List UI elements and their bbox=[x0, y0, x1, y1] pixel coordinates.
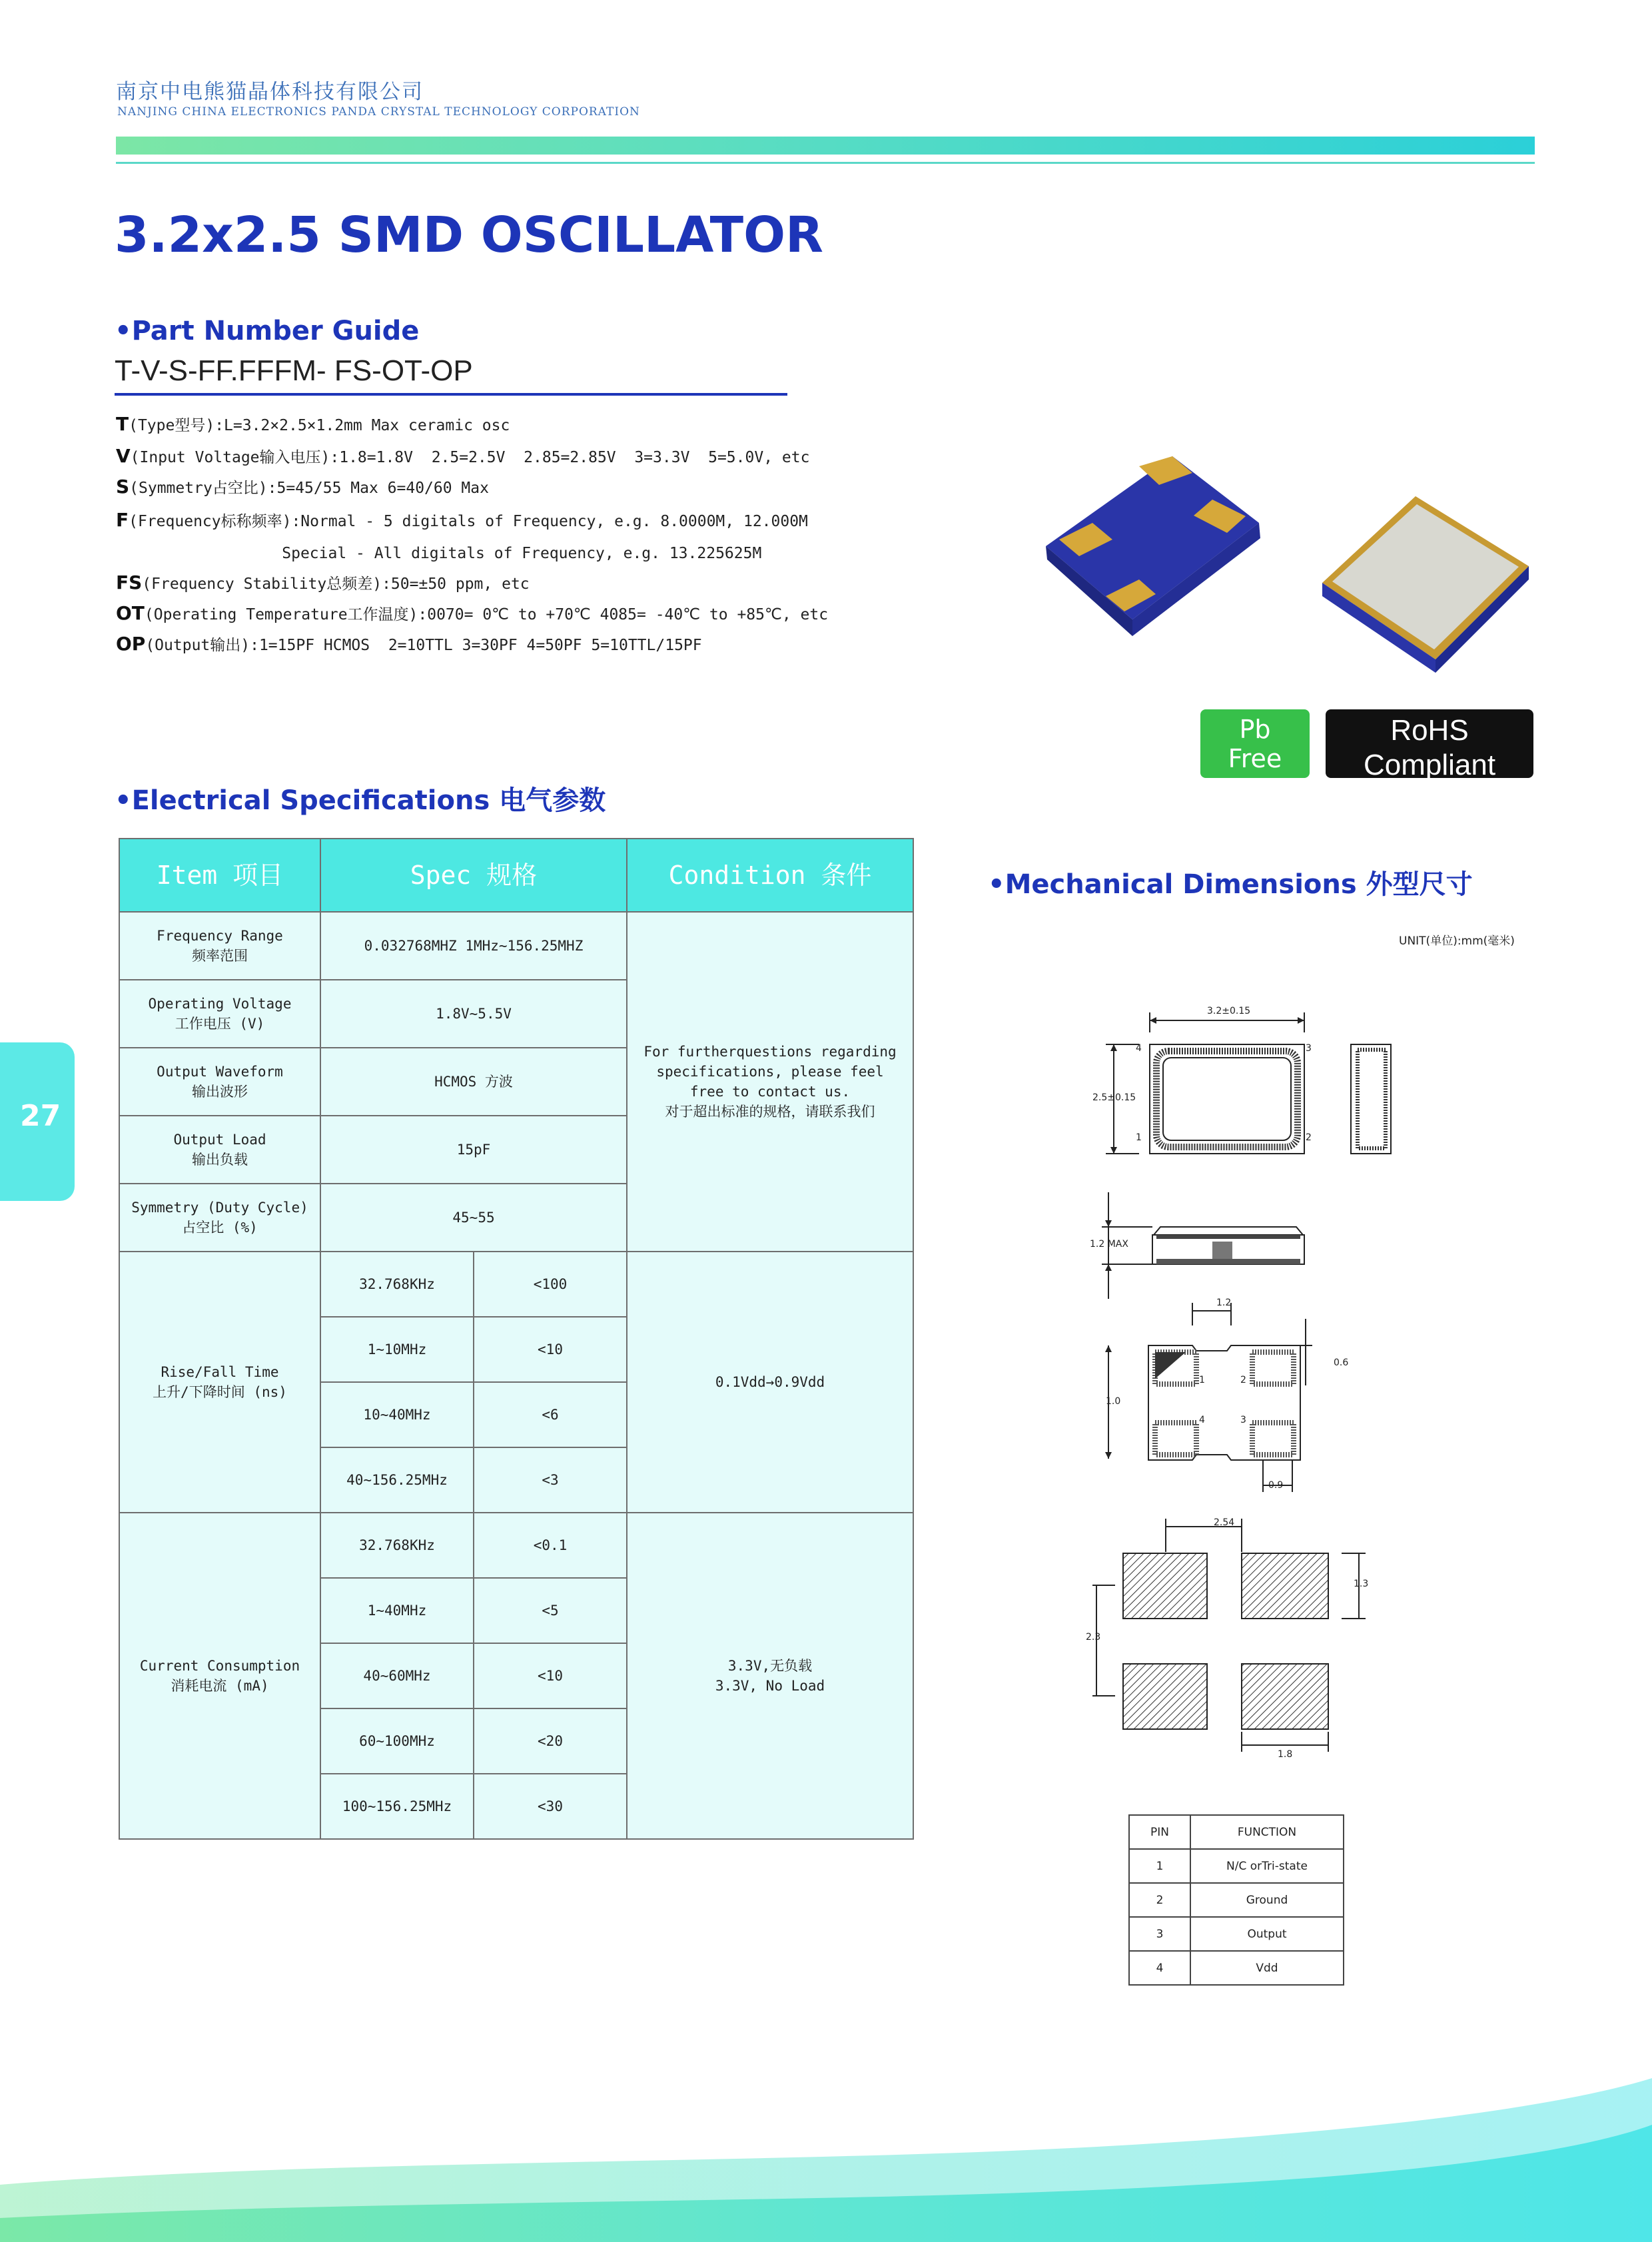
table-row bbox=[119, 1513, 913, 1578]
page-title: 3.2x2.5 SMD OSCILLATOR bbox=[115, 206, 824, 264]
pb-free-line2: Free bbox=[1228, 744, 1282, 773]
function-cell: Output bbox=[1190, 1917, 1344, 1951]
bottom-pin-label-2: 2 bbox=[1240, 1375, 1246, 1385]
rohs-badge bbox=[1326, 709, 1533, 804]
range-cell: 40~156.25MHz bbox=[320, 1447, 474, 1513]
rohs-line1: RoHS Compliant bbox=[1363, 714, 1496, 781]
range-cell: 40~60MHz bbox=[320, 1643, 474, 1708]
guide-line-voltage: V(Input Voltage输入电压):1.8=1.8V 2.5=2.5V 2.85=2.85V 3=3.3V 5=5.0V, etc bbox=[116, 445, 810, 467]
pb-free-badge bbox=[1200, 709, 1310, 778]
pin-function-table bbox=[1128, 1814, 1344, 1986]
bottom-view-drawing bbox=[1092, 1292, 1359, 1505]
unit-note: UNIT(单位):mm(毫米) bbox=[1399, 934, 1515, 948]
rise-fall-item: Rise/Fall Time 上升/下降时间 (ns) bbox=[119, 1252, 320, 1513]
value-cell: <6 bbox=[474, 1382, 627, 1447]
oscillator-top-photo bbox=[1316, 490, 1535, 676]
header-divider bbox=[116, 162, 1535, 164]
pb-free-line1: Pb bbox=[1239, 715, 1271, 744]
value-cell: <20 bbox=[474, 1708, 627, 1774]
current-item: Current Consumption 消耗电流 (mA) bbox=[119, 1513, 320, 1839]
part-guide-heading: •Part Number Guide bbox=[115, 316, 420, 346]
rise-fall-condition: 0.1Vdd→0.9Vdd bbox=[627, 1252, 913, 1513]
table-row bbox=[1129, 1849, 1344, 1883]
electrical-heading: •Electrical Specifications 电气参数 bbox=[115, 785, 606, 816]
value-cell: <5 bbox=[474, 1578, 627, 1643]
dim-pad-width: 1.2 bbox=[1216, 1298, 1232, 1308]
dim-pad-spacing: 0.9 bbox=[1268, 1480, 1284, 1491]
oscillator-bottom-photo bbox=[1039, 446, 1279, 646]
pin-label-1: 1 bbox=[1136, 1132, 1142, 1143]
condition-general: For furtherquestions regarding specifications, please feel free to contact us. 对于超出标准的规格，请联系我们 bbox=[627, 912, 913, 1252]
company-name-en: NANJING CHINA ELECTRONICS PANDA CRYSTAL TECHNOLOGY CORPORATION bbox=[117, 105, 640, 119]
dim-thickness: 1.2 MAX bbox=[1090, 1239, 1128, 1250]
value-cell: <100 bbox=[474, 1252, 627, 1317]
pin-cell: 4 bbox=[1129, 1951, 1190, 1985]
header-item: Item 项目 bbox=[119, 839, 320, 912]
function-cell: Vdd bbox=[1190, 1951, 1344, 1985]
bottom-pin-label-4: 4 bbox=[1199, 1415, 1205, 1425]
guide-line-type: T(Type型号):L=3.2×2.5×1.2mm Max ceramic osc bbox=[116, 413, 510, 435]
value-cell: <10 bbox=[474, 1317, 627, 1382]
spec-cell: 45~55 bbox=[320, 1184, 627, 1252]
dim-height: 2.5±0.15 bbox=[1092, 1092, 1136, 1103]
pin-cell: 3 bbox=[1129, 1917, 1190, 1951]
dim-pad-height: 0.6 bbox=[1334, 1357, 1349, 1368]
guide-line-frequency: F(Frequency标称频率):Normal - 5 digitals of Frequency, e.g. 8.0000M, 12.000M bbox=[116, 509, 808, 531]
dim-width: 3.2±0.15 bbox=[1207, 1006, 1251, 1016]
table-row bbox=[1129, 1951, 1344, 1985]
header-condition: Condition 条件 bbox=[627, 839, 913, 912]
part-number-underline bbox=[115, 393, 787, 396]
pin-header: PIN bbox=[1129, 1815, 1190, 1849]
dim-land-span: 2.3 bbox=[1086, 1632, 1101, 1643]
spec-cell: 0.032768MHZ 1MHz~156.25MHZ bbox=[320, 912, 627, 980]
guide-line-temperature: OT(Operating Temperature工作温度):0070= 0℃ to +70℃ 4085= -40℃ to +85℃, etc bbox=[116, 602, 829, 624]
spec-cell: 1.8V~5.5V bbox=[320, 980, 627, 1048]
header-spec: Spec 规格 bbox=[320, 839, 627, 912]
part-number-code: T-V-S-FF.FFFM- FS-OT-OP bbox=[115, 354, 473, 387]
item-cell: Output Waveform 输出波形 bbox=[119, 1048, 320, 1116]
table-row bbox=[119, 912, 913, 980]
guide-line-stability: FS(Frequency Stability总频差):50=±50 ppm, etc bbox=[116, 571, 530, 593]
electrical-spec-table bbox=[119, 838, 914, 1840]
dim-pad-gap: 1.0 bbox=[1106, 1396, 1121, 1407]
guide-line-symmetry: S(Symmetry占空比):5=45/55 Max 6=40/60 Max bbox=[116, 476, 489, 498]
pin-cell: 1 bbox=[1129, 1849, 1190, 1883]
dim-land-width: 1.8 bbox=[1278, 1749, 1293, 1760]
range-cell: 10~40MHz bbox=[320, 1382, 474, 1447]
footer-wave bbox=[0, 2065, 1652, 2242]
dim-land-pitch: 2.54 bbox=[1214, 1517, 1235, 1528]
current-condition: 3.3V,无负载 3.3V, No Load bbox=[627, 1513, 913, 1839]
item-cell: Frequency Range 频率范围 bbox=[119, 912, 320, 980]
pin-label-2: 2 bbox=[1306, 1132, 1312, 1143]
function-header: FUNCTION bbox=[1190, 1815, 1344, 1849]
range-cell: 60~100MHz bbox=[320, 1708, 474, 1774]
spec-cell: 15pF bbox=[320, 1116, 627, 1184]
item-cell: Output Load 输出负载 bbox=[119, 1116, 320, 1184]
range-cell: 100~156.25MHz bbox=[320, 1774, 474, 1839]
dim-land-height: 1.3 bbox=[1354, 1579, 1369, 1589]
function-cell: Ground bbox=[1190, 1883, 1344, 1917]
land-pattern-drawing bbox=[1079, 1512, 1386, 1765]
value-cell: <3 bbox=[474, 1447, 627, 1513]
value-cell: <10 bbox=[474, 1643, 627, 1708]
page-number: 27 bbox=[20, 1099, 61, 1133]
item-cell: Symmetry (Duty Cycle) 占空比 (%) bbox=[119, 1184, 320, 1252]
value-cell: <30 bbox=[474, 1774, 627, 1839]
range-cell: 32.768KHz bbox=[320, 1252, 474, 1317]
guide-line-output: OP(Output输出):1=15PF HCMOS 2=10TTL 3=30PF 4=50PF 5=10TTL/15PF bbox=[116, 633, 702, 655]
company-name-cn: 南京中电熊猫晶体科技有限公司 bbox=[116, 80, 424, 104]
pin-label-3: 3 bbox=[1306, 1043, 1312, 1054]
item-cell: Operating Voltage 工作电压 (V) bbox=[119, 980, 320, 1048]
table-row bbox=[1129, 1917, 1344, 1951]
mechanical-heading: •Mechanical Dimensions 外型尺寸 bbox=[988, 869, 1473, 900]
function-cell: N/C orTri-state bbox=[1190, 1849, 1344, 1883]
bottom-pin-label-1: 1 bbox=[1199, 1375, 1205, 1385]
spec-cell: HCMOS 方波 bbox=[320, 1048, 627, 1116]
range-cell: 32.768KHz bbox=[320, 1513, 474, 1578]
bottom-pin-label-3: 3 bbox=[1240, 1415, 1246, 1425]
header-gradient-bar bbox=[116, 137, 1535, 155]
top-view-drawing bbox=[1079, 992, 1426, 1166]
table-row bbox=[1129, 1883, 1344, 1917]
pin-cell: 2 bbox=[1129, 1883, 1190, 1917]
table-row bbox=[119, 1252, 913, 1317]
rohs-line2: Directive 2002/95/EC bbox=[1341, 783, 1518, 804]
pin-label-4: 4 bbox=[1136, 1043, 1142, 1054]
range-cell: 1~10MHz bbox=[320, 1317, 474, 1382]
range-cell: 1~40MHz bbox=[320, 1578, 474, 1643]
guide-line-frequency-special: Special - All digitals of Frequency, e.g. 13.225625M bbox=[116, 545, 762, 562]
value-cell: <0.1 bbox=[474, 1513, 627, 1578]
